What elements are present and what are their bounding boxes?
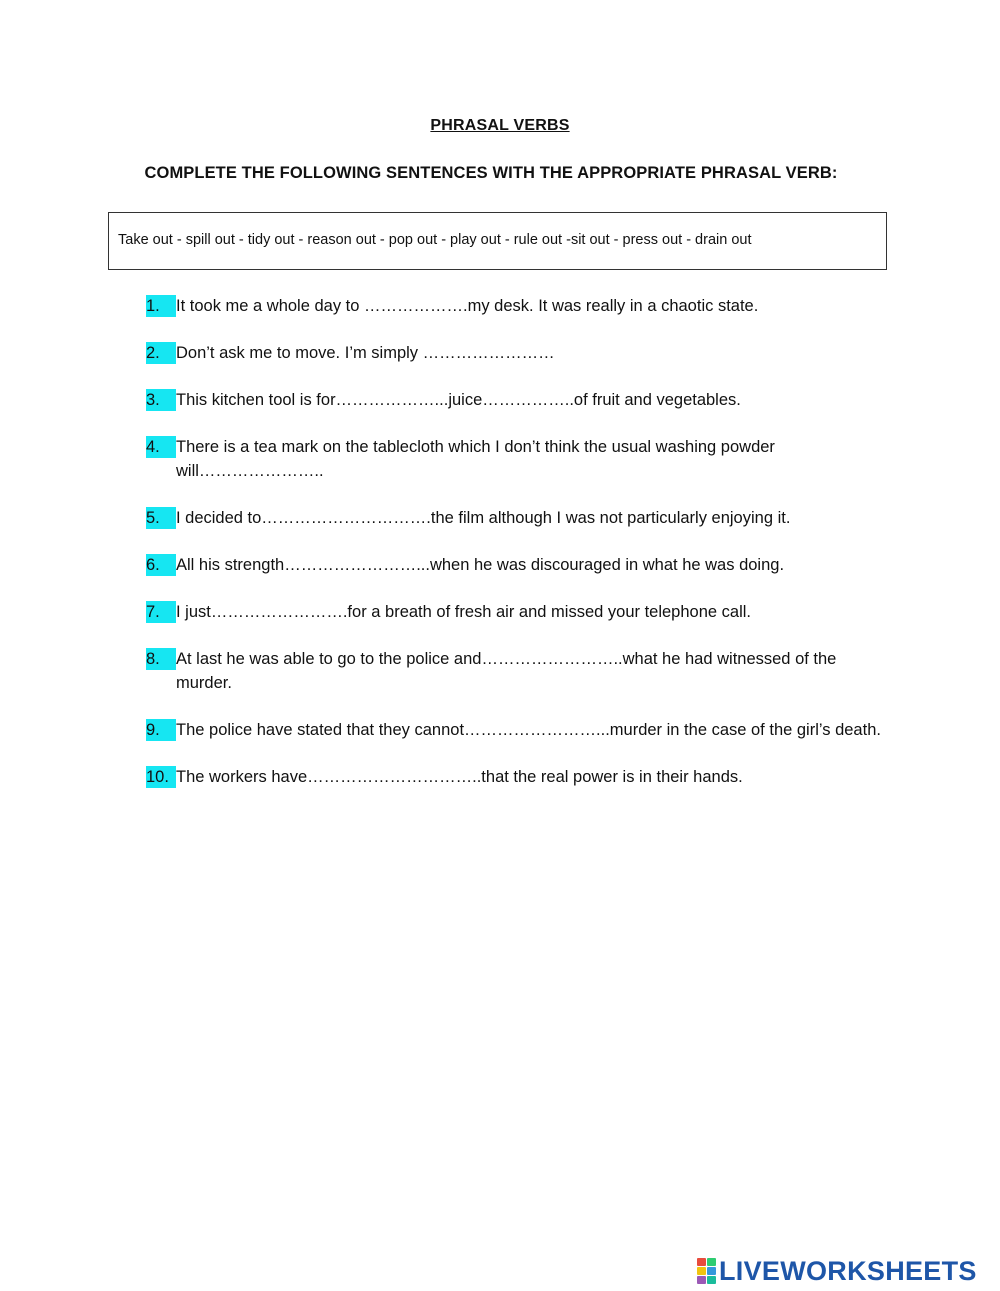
logo-tile xyxy=(697,1276,706,1284)
question-text: I decided to………………………….the film although I was not particularly enjoying it. xyxy=(176,509,791,527)
question-item xyxy=(146,294,886,318)
question-list xyxy=(146,294,886,812)
question-number: 5. xyxy=(146,507,176,529)
question-number: 8. xyxy=(146,648,176,670)
liveworksheets-logo-text: LIVEWORKSHEETS xyxy=(719,1255,977,1286)
worksheet-title: PHRASAL VERBS xyxy=(430,117,570,134)
question-item xyxy=(146,506,886,530)
question-item xyxy=(146,435,886,483)
word-bank-box xyxy=(108,212,887,270)
logo-tile xyxy=(697,1258,706,1266)
question-item xyxy=(146,341,886,365)
logo-tile xyxy=(707,1258,716,1266)
question-item xyxy=(146,553,886,577)
question-number: 2. xyxy=(146,342,176,364)
question-number: 9. xyxy=(146,719,176,741)
question-item xyxy=(146,765,886,789)
question-number: 4. xyxy=(146,436,176,458)
question-item xyxy=(146,600,886,624)
question-number: 6. xyxy=(146,554,176,576)
liveworksheets-logo[interactable] xyxy=(697,1256,977,1286)
question-number: 7. xyxy=(146,601,176,623)
logo-tile xyxy=(707,1276,716,1284)
question-text: I just…………………….for a breath of fresh air and missed your telephone call. xyxy=(176,603,751,621)
question-number: 3. xyxy=(146,389,176,411)
question-item xyxy=(146,718,886,742)
logo-tile xyxy=(697,1267,706,1275)
question-text: At last he was able to go to the police and……………………..what he had witnessed of the murder. xyxy=(176,650,837,692)
question-number: 10. xyxy=(146,766,176,788)
question-text: This kitchen tool is for………………...juice……………..of fruit and vegetables. xyxy=(176,391,741,409)
question-text: Don’t ask me to move. I’m simply …………………… xyxy=(176,344,555,362)
logo-tile xyxy=(707,1267,716,1275)
word-bank-text: Take out - spill out - tidy out - reason out - pop out - play out - rule out -sit out - press out - drain out xyxy=(118,232,752,248)
liveworksheets-logo-icon xyxy=(697,1258,716,1284)
question-text: The police have stated that they cannot……………………...murder in the case of the girl’s death. xyxy=(176,721,881,739)
question-text: It took me a whole day to ……………….my desk. It was really in a chaotic state. xyxy=(176,297,759,315)
question-item xyxy=(146,388,886,412)
instruction-heading: COMPLETE THE FOLLOWING SENTENCES WITH THE APPROPRIATE PHRASAL VERB: xyxy=(144,164,838,182)
question-text: The workers have…………………………..that the real power is in their hands. xyxy=(176,768,743,786)
question-text: All his strength……………………...when he was discouraged in what he was doing. xyxy=(176,556,785,574)
question-text: There is a tea mark on the tablecloth which I don’t think the usual washing powder will………………….. xyxy=(176,438,775,480)
question-item xyxy=(146,647,886,695)
question-number: 1. xyxy=(146,295,176,317)
